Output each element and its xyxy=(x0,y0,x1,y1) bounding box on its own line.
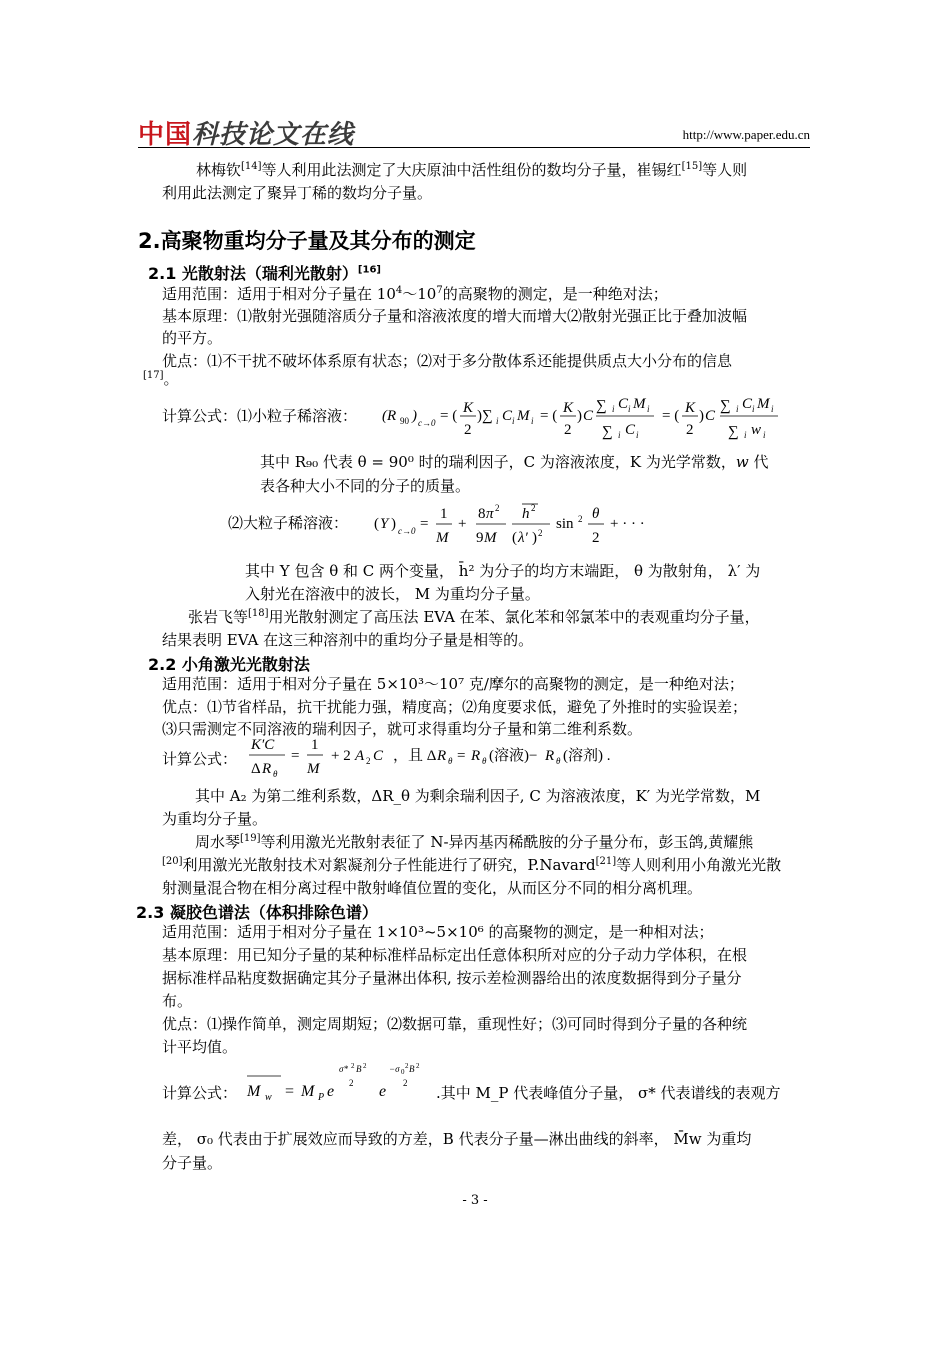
formula-label: 计算公式： xyxy=(162,1084,238,1102)
svg-text:R: R xyxy=(262,761,272,777)
svg-text:∑: ∑ xyxy=(602,424,613,440)
svg-text:Y: Y xyxy=(380,516,389,532)
svg-text:2: 2 xyxy=(464,422,472,438)
formula-label: ⑵大粒子稀溶液： xyxy=(228,514,349,532)
para-line: 基本原理：⑴散射光强随溶质分子量和溶液浓度的增大而增大⑵散射光强正比于叠加波幅 xyxy=(162,307,748,325)
svg-text:1: 1 xyxy=(440,506,448,522)
svg-text:i: i xyxy=(496,416,499,426)
para-line: 计平均值。 xyxy=(162,1038,238,1056)
svg-text:i: i xyxy=(763,430,766,440)
svg-text:K: K xyxy=(685,400,696,416)
svg-text:M: M xyxy=(517,408,530,424)
svg-text:σ*: σ* xyxy=(339,1064,348,1074)
svg-text:，且 Δ: ，且 Δ xyxy=(393,748,437,764)
svg-text:=: = xyxy=(291,748,300,764)
svg-text:i: i xyxy=(752,404,755,414)
svg-text:C: C xyxy=(583,408,594,424)
svg-text:+ 2: + 2 xyxy=(331,748,351,764)
svg-text:= (: = ( xyxy=(440,408,458,424)
svg-text:i: i xyxy=(618,430,621,440)
svg-text:θ: θ xyxy=(448,756,453,766)
formula-svg xyxy=(372,496,672,556)
para-line: 布。 xyxy=(162,992,193,1010)
svg-text:M: M xyxy=(757,396,770,412)
svg-text:R: R xyxy=(471,748,481,764)
svg-text:2: 2 xyxy=(416,1062,420,1070)
para-line: 结果表明 EVA 在这三种溶剂中的重均分子量是相等的。 xyxy=(162,631,534,649)
svg-text:): ) xyxy=(532,530,537,546)
svg-text:=: = xyxy=(420,516,429,532)
formula-svg xyxy=(245,1060,445,1110)
svg-text:2: 2 xyxy=(351,1062,355,1070)
svg-text:K: K xyxy=(563,400,574,416)
svg-text:): ) xyxy=(699,408,704,424)
svg-text:2: 2 xyxy=(403,1078,408,1088)
svg-text:C: C xyxy=(742,396,753,412)
para-line: 优点：⑴不干扰不破坏体系原有状态；⑵对于多分散体系还能提供质点大小分布的信息 xyxy=(162,352,733,370)
subsection-title: 2.2 小角激光光散射法 xyxy=(148,655,310,674)
para-line: [17]。 xyxy=(143,370,179,388)
svg-text:90: 90 xyxy=(400,416,409,426)
svg-text:π: π xyxy=(486,506,494,522)
svg-text:P: P xyxy=(318,1092,325,1103)
svg-text:2: 2 xyxy=(538,528,543,538)
svg-text:): ) xyxy=(412,408,417,424)
svg-text:∑: ∑ xyxy=(596,398,607,414)
svg-text:(溶剂) .: (溶剂) . xyxy=(563,748,611,764)
svg-text:h: h xyxy=(522,506,530,522)
para-line: 其中 Y 包含 θ 和 C 两个变量， h̄² 为分子的均方末端距， θ 为散射角， λ′ 为 xyxy=(245,562,761,580)
svg-text:K′C: K′C xyxy=(251,737,275,753)
svg-text:= (: = ( xyxy=(540,408,558,424)
svg-text:Δ: Δ xyxy=(251,761,261,777)
svg-text:C: C xyxy=(373,748,384,764)
svg-text:(R: (R xyxy=(382,408,397,424)
svg-text:9: 9 xyxy=(476,530,484,546)
svg-text:1: 1 xyxy=(311,737,319,753)
para-line: 利用此法测定了聚异丁稀的数均分子量。 xyxy=(162,184,433,202)
para-line: [20]利用激光光散射技术对絮凝剂分子性能进行了研究，P.Navard[21]等人则利用小角激光光散 xyxy=(162,856,782,874)
svg-text:θ: θ xyxy=(556,756,561,766)
para-line: 据标准样品粘度数据确定其分子量淋出体积, 按示差检测器给出的浓度数据得到分子量分 xyxy=(162,969,742,987)
svg-text:i: i xyxy=(736,404,739,414)
formula-svg xyxy=(380,390,810,450)
svg-text:2: 2 xyxy=(405,1062,409,1070)
svg-text:θ: θ xyxy=(592,506,600,522)
site-logo: 中国科技论文在线 xyxy=(138,120,355,150)
svg-text:c→0: c→0 xyxy=(418,418,436,428)
svg-text:(: ( xyxy=(512,530,517,546)
svg-text:2: 2 xyxy=(363,1062,367,1070)
svg-text:sin: sin xyxy=(556,516,574,532)
para-line: 其中 R₉₀ 代表 θ = 90⁰ 时的瑞利因子，C 为溶液浓度，K 为光学常数，w 代 xyxy=(260,453,769,471)
svg-text:A: A xyxy=(355,748,365,764)
para-line: 林梅钦[14]等人利用此法测定了大庆原油中活性组份的数均分子量，崔锡红[15]等人则 xyxy=(196,161,748,179)
para-line: 射测量混合物在相分离过程中散射峰值位置的变化，从而区分不同的相分离机理。 xyxy=(162,879,703,897)
svg-text:c→0: c→0 xyxy=(398,526,416,536)
subsection-title: 2.1 光散射法（瑞利光散射）[16] xyxy=(148,264,381,283)
svg-text:2: 2 xyxy=(592,530,600,546)
svg-text:θ: θ xyxy=(482,756,487,766)
svg-text:∑: ∑ xyxy=(728,424,739,440)
para-line: 其中 A₂ 为第二维利系数，ΔR_θ 为剩余瑞利因子, C 为溶液浓度，K′ 为光学常数，M xyxy=(195,787,761,805)
svg-text:+ · · ·: + · · · xyxy=(610,516,645,532)
svg-text:+: + xyxy=(458,516,467,532)
page-number: - 3 - xyxy=(462,1193,488,1208)
para-line: 优点：⑴节省样品，抗干扰能力强，精度高；⑵角度要求低，避免了外推时的实验误差； xyxy=(162,698,748,716)
svg-text:0: 0 xyxy=(401,1068,405,1076)
para-line: 基本原理：用已知分子量的某种标准样品标定出任意体积所对应的分子动力学体积，在根 xyxy=(162,946,748,964)
para-line: 为重均分子量。 xyxy=(162,810,268,828)
svg-text:M: M xyxy=(484,530,497,546)
svg-text:(溶液)−: (溶液)− xyxy=(489,748,538,764)
svg-text:i: i xyxy=(647,404,650,414)
svg-text:i: i xyxy=(531,416,534,426)
para-line: 适用范围：适用于相对分子量在 $10^4\sim 10^7$的高聚物的测定，是一种绝对法； xyxy=(162,285,668,303)
svg-text:2: 2 xyxy=(531,503,536,513)
svg-text:2: 2 xyxy=(564,422,572,438)
svg-text:M: M xyxy=(301,1083,315,1100)
formula-svg xyxy=(245,733,665,783)
subsection-title: 2.3 凝胶色谱法（体积排除色谱） xyxy=(136,903,378,922)
svg-text:)∑: )∑ xyxy=(477,408,493,424)
svg-text:i: i xyxy=(744,430,747,440)
svg-text:2: 2 xyxy=(366,756,371,766)
svg-text:= (: = ( xyxy=(662,408,680,424)
svg-text:B: B xyxy=(409,1064,415,1074)
svg-text:C: C xyxy=(618,396,629,412)
svg-text:M: M xyxy=(436,530,449,546)
svg-text:∑: ∑ xyxy=(720,398,731,414)
svg-text:8: 8 xyxy=(478,506,486,522)
para-line: 入射光在溶液中的波长， M 为重均分子量。 xyxy=(245,585,540,603)
svg-text:2: 2 xyxy=(495,503,500,513)
svg-text:C: C xyxy=(502,408,513,424)
svg-text:M: M xyxy=(307,761,320,777)
para-line: 张岩飞等[18]用光散射测定了高压法 EVA 在苯、氯化苯和邻氯苯中的表观重均分子量， xyxy=(188,608,760,626)
svg-text:θ: θ xyxy=(273,769,278,779)
svg-text:=: = xyxy=(457,748,466,764)
formula-label: 计算公式：⑴小粒子稀溶液： xyxy=(162,407,358,425)
header-url: http://www.paper.edu.cn xyxy=(682,127,810,142)
para-line: 适用范围：适用于相对分子量在 5×10³～10⁷ 克/摩尔的高聚物的测定，是一种绝对法； xyxy=(162,675,744,693)
svg-text:(: ( xyxy=(374,516,379,532)
svg-text:): ) xyxy=(577,408,582,424)
svg-text:e: e xyxy=(379,1083,387,1100)
formula-label: 计算公式： xyxy=(162,750,238,768)
svg-text:w: w xyxy=(751,422,762,438)
para-line: 表各种大小不同的分子的质量。 xyxy=(260,477,471,495)
svg-text:2: 2 xyxy=(686,422,694,438)
svg-text:C: C xyxy=(625,422,636,438)
svg-text:R: R xyxy=(437,748,447,764)
svg-text:B: B xyxy=(356,1064,362,1074)
section-title: 2.高聚物重均分子量及其分布的测定 xyxy=(138,229,476,253)
header-rule xyxy=(138,147,810,148)
para-line: 分子量。 xyxy=(162,1154,223,1172)
svg-text:i: i xyxy=(771,404,774,414)
svg-text:C: C xyxy=(705,408,716,424)
svg-text:w: w xyxy=(265,1092,272,1103)
svg-text:2: 2 xyxy=(349,1078,354,1088)
svg-text:i: i xyxy=(512,416,515,426)
svg-text:2: 2 xyxy=(578,514,583,524)
para-line: 周水琴[19]等利用激光光散射表征了 N-异丙基丙稀酰胺的分子量分布，彭玉鸽,黄耀熊 xyxy=(195,833,754,851)
svg-text:i: i xyxy=(612,404,615,414)
para-line: 适用范围：适用于相对分子量在 1×10³~5×10⁶ 的高聚物的测定，是一种相对法； xyxy=(162,923,714,941)
para-line: 差， σ₀ 代表由于扩展效应而导致的方差，B 代表分子量—淋出曲线的斜率， M̄w 为重均 xyxy=(162,1130,752,1148)
svg-text:=: = xyxy=(285,1083,295,1100)
svg-text:M: M xyxy=(247,1083,261,1100)
svg-text:): ) xyxy=(391,516,396,532)
svg-text:e: e xyxy=(327,1083,335,1100)
svg-text:K: K xyxy=(463,400,474,416)
svg-text:R: R xyxy=(545,748,555,764)
svg-text:−σ: −σ xyxy=(389,1064,400,1074)
svg-text:i: i xyxy=(636,430,639,440)
para-line: 优点：⑴操作简单，测定周期短；⑵数据可靠，重现性好；⑶可同时得到分子量的各种统 xyxy=(162,1015,748,1033)
svg-text:λ′: λ′ xyxy=(518,530,528,546)
svg-text:i: i xyxy=(628,404,631,414)
para-line: .其中 M_P 代表峰值分子量， σ* 代表谱线的表观方 xyxy=(436,1084,781,1102)
svg-text:M: M xyxy=(633,396,646,412)
para-line: 的平方。 xyxy=(162,329,223,347)
para-line: ⑶只需测定不同溶液的瑞利因子，就可求得重均分子量和第二维利系数。 xyxy=(162,720,643,738)
